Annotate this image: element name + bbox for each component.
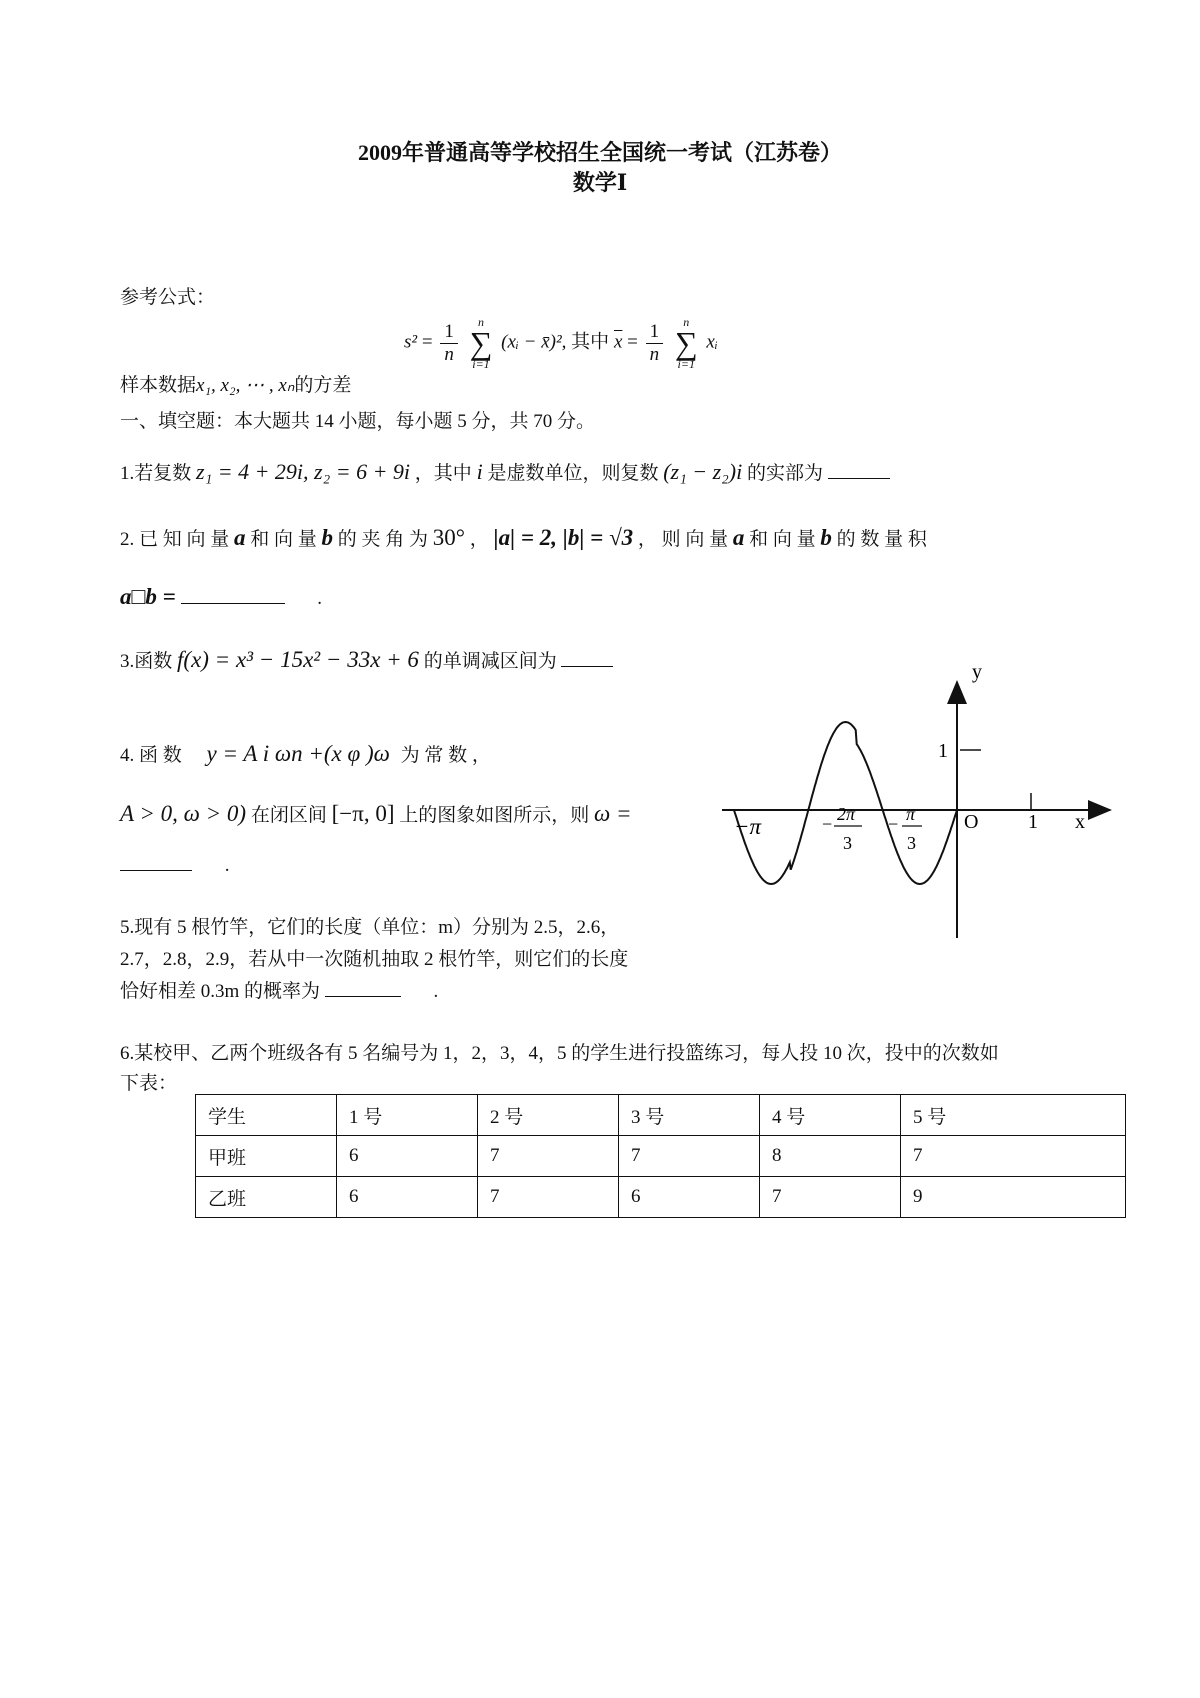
variance-formula — [404, 316, 718, 370]
table-header-cell: 学生 — [196, 1095, 337, 1136]
table-row — [196, 1177, 1126, 1218]
q4-part2: 为 常 数 ， — [400, 745, 491, 766]
table-header-cell: 5 号 — [901, 1095, 1126, 1136]
q3-answer-blank[interactable] — [561, 648, 613, 667]
sum-top: n — [477, 315, 484, 329]
q4-part1: 4. 函 数 — [120, 745, 182, 766]
q2-part3: 的 夹 角 为 — [337, 529, 429, 550]
q2-answer-blank[interactable] — [181, 585, 285, 604]
exam-subtitle: 数学Ⅰ — [572, 170, 628, 195]
q1-i: i — [476, 459, 483, 484]
s-squared: s² — [404, 331, 418, 353]
q5-text: 恰好相差 0.3m 的概率为 — [120, 981, 321, 1002]
neg-2pi3-minus: − — [822, 814, 833, 834]
q4-suffix: 上的图象如图所示，则 — [399, 805, 590, 826]
q2-dot-product: a□b = — [120, 584, 176, 609]
sine-graph — [710, 660, 1120, 950]
table-header-cell: 2 号 — [478, 1095, 619, 1136]
q1-answer-blank[interactable] — [828, 460, 890, 479]
sum-top-2: n — [683, 315, 690, 329]
neg-2pi3-den: 3 — [843, 833, 852, 853]
formula-label: 参考公式： — [120, 287, 216, 308]
question-5-line1: 5.现有 5 根竹竿，它们的长度（单位：m）分别为 2.5，2.6， — [120, 917, 620, 938]
q4-omega: ω = — [594, 801, 632, 826]
q3-prefix: 3.函数 — [120, 651, 173, 672]
q1-mid1: ，其中 — [414, 463, 472, 484]
q2-vec-b-2: b — [820, 525, 832, 550]
x-axis-label: x — [1075, 811, 1085, 833]
q2-part2: 和 向 量 — [250, 529, 317, 550]
q2-vec-b: b — [321, 525, 334, 550]
frac-den-2: n — [649, 343, 660, 365]
frac-num: 1 — [440, 321, 458, 344]
mean-symbol: $\overline{x}$ — [613, 331, 623, 353]
sum-bottom: i=1 — [472, 357, 490, 371]
x-one-label: 1 — [1028, 811, 1038, 833]
section-heading: 一、填空题：本大题共 14 小题，每小题 5 分，共 70 分。 — [120, 411, 596, 432]
fraction-1-over-n-2 — [646, 321, 664, 366]
neg-pi-label: −π — [734, 814, 762, 839]
q3-suffix: 的单调减区间为 — [423, 651, 557, 672]
q2-part6: 的 数 量 积 — [836, 529, 927, 550]
sum-body: (xᵢ − x̄)², — [501, 331, 567, 353]
question-5-line2: 2.7，2.8，2.9，若从中一次随机抽取 2 根竹竿，则它们的长度 — [120, 949, 629, 970]
q4-period: . — [224, 855, 230, 876]
q1-prefix: 1.若复数 — [120, 463, 192, 484]
q1-mid2: 是虚数单位，则复数 — [487, 463, 659, 484]
table-cell: 7 — [619, 1136, 760, 1177]
question-3 — [120, 646, 613, 673]
table-header-cell: 4 号 — [760, 1095, 901, 1136]
sample-suffix: 的方差 — [294, 375, 352, 396]
where-text: 其中 — [571, 331, 610, 353]
table-cell: 7 — [901, 1136, 1126, 1177]
table-cell: 6 — [337, 1177, 478, 1218]
q2-vec-a: a — [234, 525, 246, 550]
q2-part5: 和 向 量 — [749, 529, 816, 550]
question-5-line3 — [120, 976, 438, 1003]
table-cell: 9 — [901, 1177, 1126, 1218]
q4-interval: [−π, 0] — [331, 801, 395, 826]
table-cell: 甲班 — [196, 1136, 337, 1177]
table-cell: 7 — [760, 1177, 901, 1218]
question-2-line2 — [120, 584, 322, 610]
origin-label: O — [964, 811, 979, 833]
neg-pi3-num: π — [906, 804, 916, 824]
table-header-cell: 1 号 — [337, 1095, 478, 1136]
question-4-line3 — [120, 852, 230, 877]
table-cell: 6 — [619, 1177, 760, 1218]
q1-suffix: 的实部为 — [746, 463, 823, 484]
question-4 — [120, 740, 491, 767]
table-cell: 8 — [760, 1136, 901, 1177]
sine-curve — [734, 722, 957, 884]
neg-2pi3-num: 2π — [837, 804, 856, 824]
equals-sign: = — [421, 331, 433, 353]
q2-vec-a-2: a — [732, 525, 745, 550]
q2-angle: 30° — [432, 525, 465, 550]
frac-num-2: 1 — [646, 321, 664, 344]
q5-answer-blank[interactable] — [325, 978, 401, 997]
neg-pi3-den: 3 — [907, 833, 916, 853]
table-header-row — [196, 1095, 1126, 1136]
q1-expr2: (z₁ − z₂)i — [663, 459, 743, 484]
table-cell: 7 — [478, 1136, 619, 1177]
frac-den: n — [444, 343, 454, 365]
equals-sign-2: = — [627, 331, 638, 353]
question-4-line2 — [120, 800, 632, 827]
question-6-line1: 6.某校甲、乙两个班级各有 5 名编号为 1，2，3，4，5 的学生进行投篮练习，每人投 10 次，投中的次数如 — [120, 1043, 999, 1064]
sample-line — [120, 370, 351, 397]
fraction-1-over-n — [440, 321, 458, 366]
y-axis-label: y — [972, 661, 982, 683]
q4-answer-blank[interactable] — [120, 852, 192, 871]
question-6-line2: 下表： — [120, 1073, 178, 1094]
sum-bottom-2: i=1 — [677, 357, 695, 371]
q4-cond: A > 0, ω > 0) — [120, 801, 247, 826]
sample-vars: x₁, x₂, ⋯ , xₙ — [196, 375, 295, 396]
neg-pi3-minus: − — [888, 814, 899, 834]
q2-part4: ， 则 向 量 — [637, 529, 729, 550]
table-row — [196, 1136, 1126, 1177]
table-header-cell: 3 号 — [619, 1095, 760, 1136]
q2-norms: |a| = 2, |b| = √3 — [493, 525, 634, 550]
sum-term: xᵢ — [706, 331, 718, 353]
sample-prefix: 样本数据 — [120, 375, 197, 396]
q5-period: . — [433, 981, 439, 1002]
question-2 — [120, 524, 927, 551]
sum-symbol: n ∑ i=1 — [469, 315, 493, 371]
table-cell: 7 — [478, 1177, 619, 1218]
q4-mid: 在闭区间 — [250, 805, 327, 826]
table-cell: 乙班 — [196, 1177, 337, 1218]
q1-expr: z₁ = 4 + 29i, z₂ = 6 + 9i — [196, 459, 411, 484]
q2-period: . — [317, 588, 322, 609]
scores-table-body — [196, 1095, 1126, 1218]
question-1 — [120, 458, 890, 485]
exam-title: 2009年普通高等学校招生全国统一考试（江苏卷） — [357, 140, 842, 165]
table-cell: 6 — [337, 1136, 478, 1177]
sum-symbol-2: n ∑ i=1 — [674, 315, 698, 371]
q4-expr: y = A i ωn +(x φ )ω — [206, 741, 390, 766]
q3-expr: f(x) = x³ − 15x² − 33x + 6 — [177, 647, 419, 672]
scores-table — [195, 1094, 1126, 1218]
q2-part1: 2. 已 知 向 量 — [120, 529, 230, 550]
q2-comma: ， — [469, 529, 489, 550]
y-one-label: 1 — [938, 740, 948, 762]
